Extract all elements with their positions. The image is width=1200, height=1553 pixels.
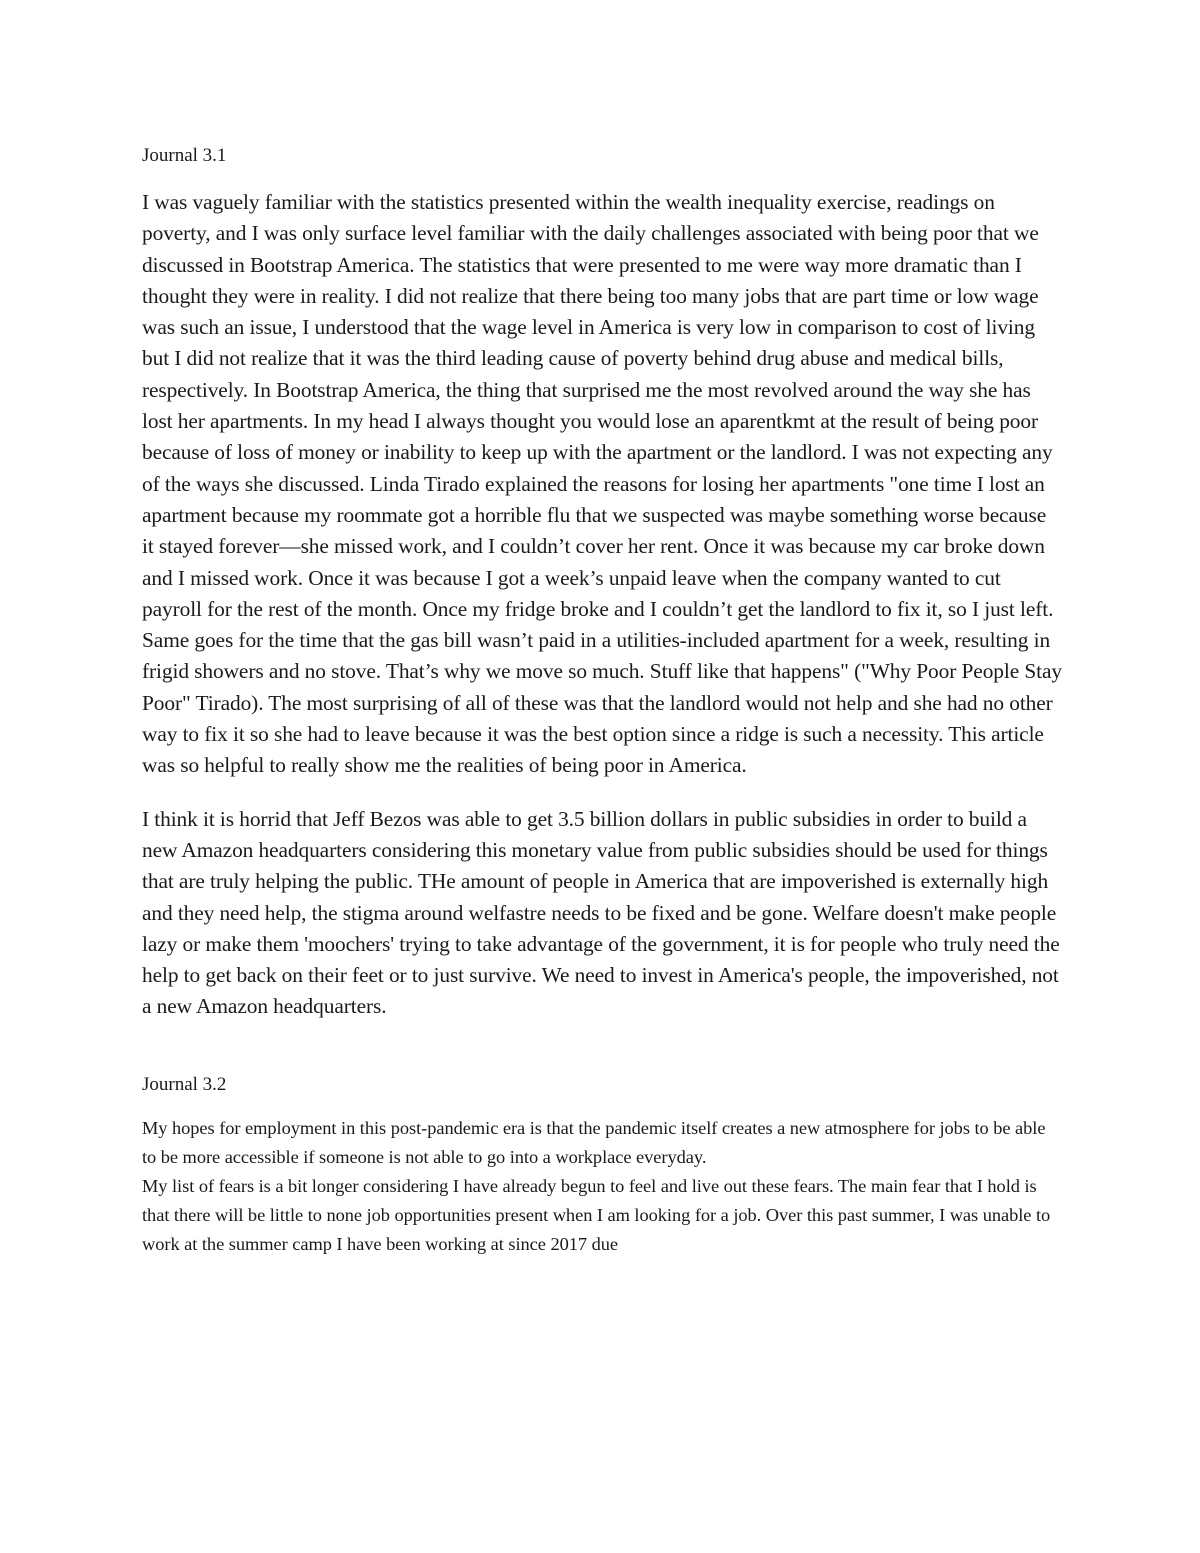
journal-3-1-heading: Journal 3.1: [142, 145, 227, 166]
journal-3-2-hopes-text: My hopes for employment in this post-pandemic era is that the pandemic itself creates a new atmosphere for jobs to be able to be more accessible if someone is not able to go into a workplace everyday.: [142, 1117, 1046, 1167]
journal-3-1-paragraph-2: I think it is horrid that Jeff Bezos was able to get 3.5 billion dollars in public subsidies in order to build a new Amazon headquarters considering this monetary value from public subsidies should be used for things that are truly helping the public. THe amount of people in America that are impoverished is externally high and they need help, the stigma around welfastre needs to be fixed and be gone. Welfare doesn't make people lazy or make them 'moochers' trying to take advantage of the government, it is for people who truly need the help to get back on their feet or to just survive. We need to invest in America's people, the impoverished, not a new Amazon headquarters.: [142, 806, 1060, 1019]
document-body: [142, 140, 1062, 1259]
journal-3-2-fears-text: My list of fears is a bit longer considering I have already begun to feel and live out these fears. The main fear that I hold is that there will be little to none job opportunities present when I am looking for a job. Over this past summer, I was unable to work at the summer camp I have been working at since 2017 due: [142, 1175, 1051, 1254]
journal-3-2-heading: Journal 3.2: [142, 1073, 227, 1095]
journal-3-1-paragraph-1: I was vaguely familiar with the statistics presented within the wealth inequality exercise, readings on poverty, and I was only surface level familiar with the daily challenges associated with being poor that we discussed in Bootstrap America. The statistics that were presented to me were way more dramatic than I thought they were in reality. I did not realize that there being too many jobs that are part time or low wage was such an issue, I understood that the wage level in America is very low in comparison to cost of living but I did not realize that it was the third leading cause of poverty behind drug abuse and medical bills, respectively. In Bootstrap America, the thing that surprised me the most revolved around the way she has lost her apartments. In my head I always thought you would lose an aparentkmt at the result of being poor because of loss of money or inability to keep up with the apartment or the landlord. I was not expecting any of the ways she discussed. Linda Tirado explained the reasons for losing her apartments "one time I lost an apartment because my roommate got a horrible flu that we suspected was maybe something worse because it stayed forever—she missed work, and I couldn’t cover her rent. Once it was because my car broke down and I missed work. Once it was because I got a week’s unpaid leave when the company wanted to cut payroll for the rest of the month. Once my fridge broke and I couldn’t get the landlord to fix it, so I just left. Same goes for the time that the gas bill wasn’t paid in a utilities-included apartment for a week, resulting in frigid showers and no stove. That’s why we move so much. Stuff like that happens" ("Why Poor People Stay Poor" Tirado). The most surprising of all of these was that the landlord would not help and she had no other way to fix it so she had to leave because it was the best option since a ridge is such a necessity. This article was so helpful to really show me the realities of being poor in America.: [142, 190, 1062, 778]
